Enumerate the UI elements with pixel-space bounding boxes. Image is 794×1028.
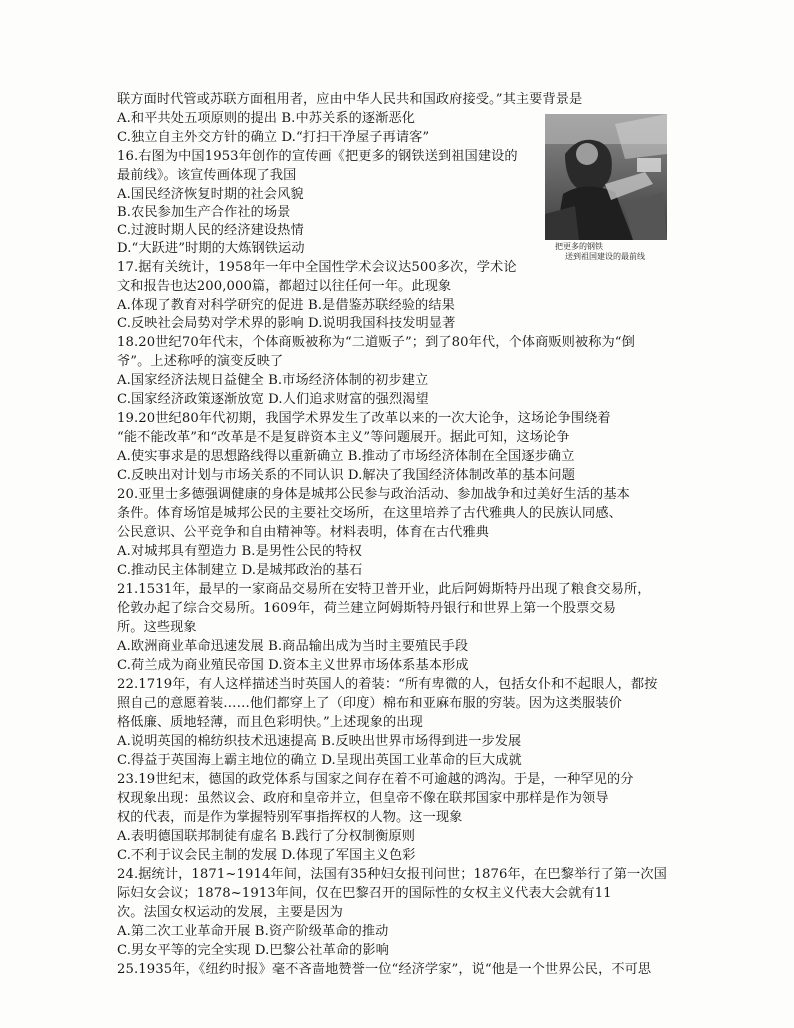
option-line: A.表明德国联邦制徒有虚名 B.践行了分权制衡原则 xyxy=(117,829,416,844)
text-line: 所。这些现象 xyxy=(117,620,197,635)
propaganda-poster-figure xyxy=(545,114,667,262)
question-17: 17.据有关统计，1958年一年中全国性学术会议达500多次，学术论 xyxy=(117,260,517,275)
text-line: 爷”。上述称呼的演变反映了 xyxy=(117,354,284,369)
option-line: C.反映出对计划与市场关系的不同认识 D.解决了我国经济体制改革的基本问题 xyxy=(117,468,575,483)
question-23: 23.19世纪末，德国的政党体系与国家之间存在着不可逾越的鸿沟。于是，一种罕见的分 xyxy=(117,772,634,787)
text-line: 际妇女会议；1878~1913年间，仅在巴黎召开的国际性的女权主义代表大会就有11 xyxy=(117,886,612,901)
text-line: 伦敦办起了综合交易所。1609年，荷兰建立阿姆斯特丹银行和世界上第一个股票交易 xyxy=(117,601,617,616)
option-line: A.国家经济法规日益健全 B.市场经济体制的初步建立 xyxy=(117,373,429,388)
option-line: C.独立自主外交方针的确立 D.“打扫干净屋子再请客” xyxy=(117,130,430,145)
question-25: 25.1935年，《纽约时报》毫不吝啬地赞誉一位“经济学家”，说“他是一个世界公民，不可思 xyxy=(117,962,652,977)
text-line: 公民意识、公平竞争和自由精神等。材料表明，体育在古代雅典 xyxy=(117,525,490,540)
option-line: A.使实事求是的思想路线得以重新确立 B.推动了市场经济体制在全国逐步确立 xyxy=(117,449,575,464)
text-line: “能不能改革”和“改革是不是复辟资本主义”等问题展开。据此可知，这场论争 xyxy=(117,430,570,445)
option-line: C.国家经济政策逐渐放宽 D.人们追求财富的强烈渴望 xyxy=(117,392,429,407)
option-line: A.体现了教育对科学研究的促进 B.是借鉴苏联经验的结果 xyxy=(117,298,455,313)
question-21: 21.1531年，最早的一家商品交易所在安特卫普开业，此后阿姆斯特丹出现了粮食交易所， xyxy=(117,582,651,597)
text-line: 格低廉、质地轻薄，而且色彩明快。”上述现象的出现 xyxy=(117,715,423,730)
text-line: 次。法国女权运动的发展，主要是因为 xyxy=(117,905,343,920)
question-20: 20.亚里士多德强调健康的身体是城邦公民参与政治活动、参加战争和过美好生活的基本 xyxy=(117,487,630,502)
option-line: C.荷兰成为商业殖民帝国 D.资本主义世界市场体系基本形成 xyxy=(117,658,469,673)
text-line: 联方面时代管或苏联方面租用者，应由中华人民共和国政府接受。”其主要背景是 xyxy=(117,92,583,107)
option-line: C.推动民主体制建立 D.是城邦政治的基石 xyxy=(117,563,363,578)
question-24: 24.据统计，1871~1914年间，法国有35种妇女报刊问世；1876年，在巴黎举行了第一次国 xyxy=(117,867,667,882)
text-line: 权现象出现：虽然议会、政府和皇帝并立，但皇帝不像在联邦国家中那样是作为领导 xyxy=(117,791,609,806)
option-line: A.和平共处五项原则的提出 B.中苏关系的逐渐恶化 xyxy=(117,111,416,126)
question-19: 19.20世纪80年代初期，我国学术界发生了改革以来的一次大论争，这场论争围绕着 xyxy=(117,411,611,426)
option-line: A.对城邦具有塑造力 B.是男性公民的特权 xyxy=(117,544,362,559)
option-line: A.第二次工业革命开展 B.资产阶级革命的推动 xyxy=(117,924,389,939)
text-line: 最前线》。该宣传画体现了我国 xyxy=(117,168,297,183)
option-line: A.欧洲商业革命迅速发展 B.商品输出成为当时主要殖民手段 xyxy=(117,639,469,654)
option-line: A.说明英国的棉纺织技术迅速提高 B.反映出世界市场得到进一步发展 xyxy=(117,734,522,749)
option-line: C.男女平等的完全实现 D.巴黎公社革命的影响 xyxy=(117,943,389,958)
text-line: 文和报告也达200,000篇，都超过以往任何一年。此现象 xyxy=(117,279,452,294)
option-a: A.国民经济恢复时期的社会风貌 xyxy=(117,187,304,202)
text-line: 照自己的意愿着装……他们都穿上了（印度）棉布和亚麻布服的穷装。因为这类服装价 xyxy=(117,696,622,711)
poster-image xyxy=(545,114,667,240)
text-line: 权的代表，而是作为掌握特别军事指挥权的人物。这一现象 xyxy=(117,810,463,825)
option-d: D.“大跃进”时期的大炼钢铁运动 xyxy=(117,241,305,256)
poster-caption-line2: 送到祖国建设的最前线 xyxy=(565,252,645,261)
question-18: 18.20世纪70年代末，个体商贩被称为“二道贩子”；到了80年代，个体商贩则被称为“倒 xyxy=(117,335,635,350)
option-line: C.反映社会局势对学术界的影响 D.说明我国科技发明显著 xyxy=(117,316,456,331)
option-b: B.农民参加生产合作社的场景 xyxy=(117,205,291,220)
option-line: C.得益于英国海上霸主地位的确立 D.呈现出英国工业革命的巨大成就 xyxy=(117,753,522,768)
option-line: C.不利于议会民主制的发展 D.体现了军国主义色彩 xyxy=(117,848,416,863)
text-line: 条件。体育场馆是城邦公民的主要社交场所，在这里培养了古代雅典人的民族认同感、 xyxy=(117,506,622,521)
poster-caption-line1: 把更多的钢铁 xyxy=(555,242,603,251)
option-c: C.过渡时期人民的经济建设热情 xyxy=(117,223,304,238)
question-22: 22.1719年，有人这样描述当时英国人的着装：“所有卑微的人，包括女仆和不起眼人，都按 xyxy=(117,677,658,692)
question-16: 16.右图为中国1953年创作的宣传画《把更多的钢铁送到祖国建设的 xyxy=(117,149,518,164)
